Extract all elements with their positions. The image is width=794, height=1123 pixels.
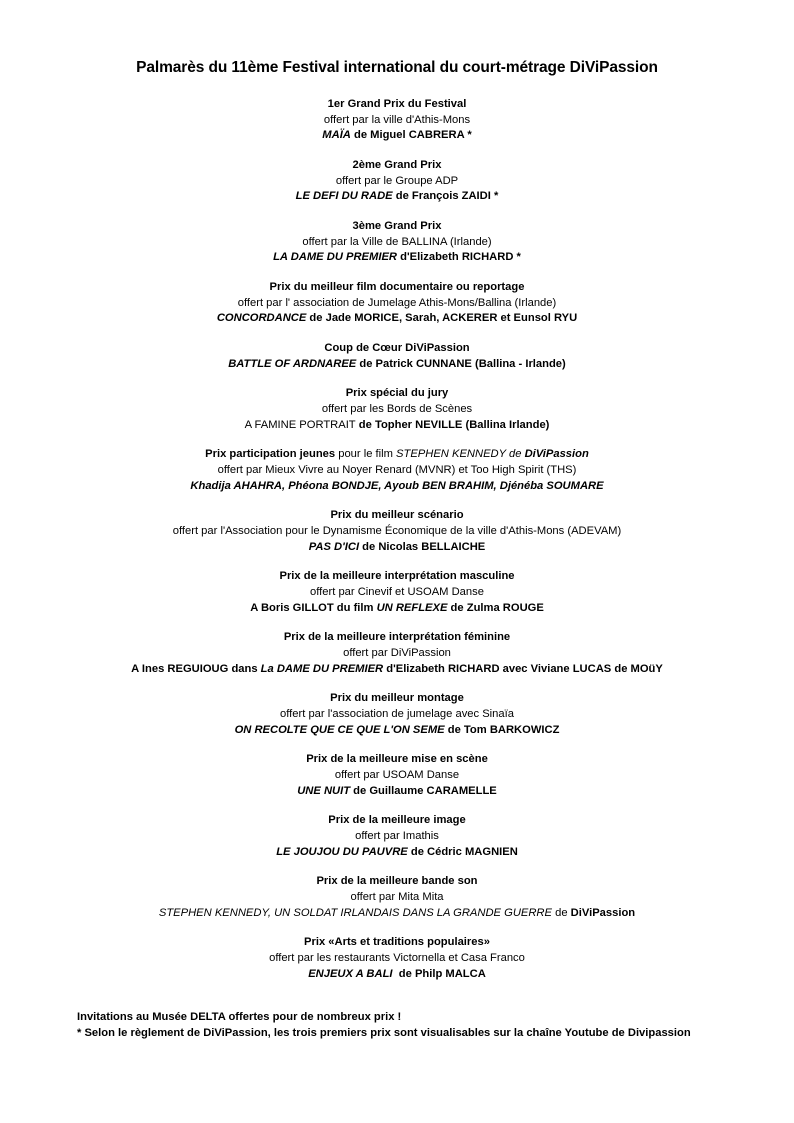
award-name-label: Prix participation jeunes <box>205 448 336 461</box>
director: Patrick CUNNANE (Ballina - Irlande) <box>375 357 566 370</box>
award-montage <box>20 691 774 738</box>
director: Tom BARKOWICZ <box>463 723 560 736</box>
award-grand-prix-2 <box>20 158 774 205</box>
film-title: LE DEFI DU RADE <box>295 190 393 203</box>
award-name: Prix «Arts et traditions populaires» <box>304 936 490 949</box>
award-sponsor: offert par le Groupe ADP <box>335 174 459 187</box>
award-name <box>20 447 774 463</box>
award-sponsor: offert par Cinevif et USOAM Danse <box>310 586 484 598</box>
film-title: MAÏA <box>322 129 351 142</box>
director: Guillaume CARAMELLE <box>369 784 497 797</box>
director: Topher NEVILLE (Ballina Irlande) <box>374 418 550 431</box>
film-title: UNE NUIT <box>297 784 351 797</box>
prefix: A Ines REGUIOUG dans <box>131 662 261 675</box>
footnote-mark: * <box>490 190 499 203</box>
award-name-middle: pour le film <box>335 448 397 461</box>
director: Zulma ROUGE <box>466 601 544 614</box>
connector: de <box>392 967 415 980</box>
award-winner <box>20 540 774 556</box>
prefix: A <box>250 601 261 614</box>
film-title: ON RECOLTE QUE CE QUE L'ON SEME <box>234 723 445 736</box>
connector: de <box>407 845 428 858</box>
award-name: Prix du meilleur film documentaire ou reportage <box>269 281 525 293</box>
award-sponsor: offert par l' association de Jumelage Athis-Mons/Ballina (Irlande) <box>237 296 557 309</box>
award-winner <box>20 967 774 983</box>
award-name: Prix du meilleur montage <box>330 692 464 705</box>
award-winner <box>20 250 774 266</box>
award-name: Prix de la meilleure interprétation féminine <box>283 631 511 644</box>
award-mise-en-scene <box>20 752 774 799</box>
award-grand-prix-1 <box>20 97 774 144</box>
director: Jade MORICE, Sarah, ACKERER et Eunsol RYU <box>325 312 578 325</box>
award-sponsor: offert par Mieux Vivre au Noyer Renard (MVNR) et Too High Spirit (THS) <box>217 464 577 476</box>
award-winner <box>20 311 774 327</box>
award-name: 3ème Grand Prix <box>352 220 442 232</box>
award-documentaire <box>20 280 774 327</box>
film-title: UN REFLEXE <box>376 601 448 614</box>
award-name: Prix spécial du jury <box>345 387 449 400</box>
award-participation-jeunes <box>20 447 774 494</box>
film-title: PAS D'ICI <box>308 540 360 553</box>
film-title: LE JOUJOU DU PAUVRE <box>276 845 408 858</box>
connector: de <box>359 540 379 553</box>
footer-footnote: * Selon le règlement de DiViPassion, les trois premiers prix sont visualisables sur la chaîne Youtube de Divipassion <box>77 1026 691 1039</box>
award-name: Coup de Cœur DiViPassion <box>324 342 470 354</box>
award-sponsor: offert par la Ville de BALLINA (Irlande) <box>302 235 492 248</box>
connector: du film <box>333 601 377 614</box>
award-winner <box>20 845 774 861</box>
award-sponsor: offert par les restaurants Victornella et Casa Franco <box>269 952 525 964</box>
award-winner <box>20 723 774 739</box>
director: Elizabeth RICHARD <box>409 251 514 264</box>
award-grand-prix-3 <box>20 219 774 266</box>
page-title: Palmarès du 11ème Festival international du court-métrage DiViPassion <box>136 59 658 76</box>
award-sponsor: offert par l'Association pour le Dynamisme Économique de la ville d'Athis-Mons (ADEVAM) <box>172 525 622 537</box>
director: François ZAIDI <box>411 190 491 203</box>
connector: d' <box>397 251 410 264</box>
director: Philp MALCA <box>414 967 486 980</box>
award-sponsor: offert par DiViPassion <box>343 647 451 659</box>
award-special-jury <box>20 386 774 433</box>
connector: de <box>356 357 376 370</box>
award-sponsor: offert par l'association de jumelage avec Sinaïa <box>280 708 514 720</box>
connector: de <box>505 448 525 461</box>
director: Nicolas BELLAICHE <box>378 540 486 553</box>
award-image <box>20 813 774 860</box>
award-name: Prix de la meilleure image <box>328 814 466 827</box>
director: Cédric MAGNIEN <box>427 845 518 858</box>
organization: DiViPassion <box>524 448 589 461</box>
film-title: ENJEUX A BALI <box>308 967 393 980</box>
connector: de <box>447 601 467 614</box>
award-interpretation-feminine <box>20 630 774 677</box>
award-name: 2ème Grand Prix <box>352 159 442 171</box>
connector: de <box>392 190 412 203</box>
award-name: Prix de la meilleure bande son <box>316 875 478 888</box>
film-title: A FAMINE PORTRAIT <box>244 418 356 431</box>
award-name: Prix du meilleur scénario <box>330 509 464 522</box>
award-bande-son <box>20 874 774 921</box>
award-sponsor: offert par Imathis <box>355 830 439 842</box>
award-winner <box>20 418 774 434</box>
rest: d'Elizabeth RICHARD avec Viviane LUCAS de MOüY <box>383 662 663 675</box>
award-winner <box>20 906 774 922</box>
film-title: LA DAME DU PREMIER <box>273 251 397 264</box>
award-coup-de-coeur <box>20 341 774 372</box>
award-sponsor: offert par la ville d'Athis-Mons <box>323 113 471 126</box>
awards-list <box>20 97 774 996</box>
connector: de <box>444 723 464 736</box>
award-name: 1er Grand Prix du Festival <box>327 98 467 110</box>
connector: de <box>306 312 326 325</box>
award-winner <box>20 601 774 617</box>
award-winner <box>20 662 774 678</box>
award-name: Prix de la meilleure interprétation masculine <box>279 570 515 583</box>
award-winner <box>20 784 774 800</box>
film-title: La DAME DU PREMIER <box>260 662 384 675</box>
footnote-mark: * <box>513 251 521 264</box>
director: Miguel CABRERA <box>370 129 465 142</box>
award-scenario <box>20 508 774 555</box>
award-arts-traditions <box>20 935 774 982</box>
award-name: Prix de la meilleure mise en scène <box>306 753 488 766</box>
footer-invitations: Invitations au Musée DELTA offertes pour de nombreux prix ! <box>77 1011 402 1023</box>
connector: de <box>355 418 375 431</box>
award-winner <box>20 357 774 373</box>
award-winner <box>20 189 774 205</box>
director: DiViPassion <box>570 906 636 919</box>
film-title: STEPHEN KENNEDY, UN SOLDAT IRLANDAIS DANS LA GRANDE GUERRE <box>158 906 552 919</box>
film-title: STEPHEN KENNEDY <box>396 448 506 461</box>
film-title: CONCORDANCE <box>216 312 307 325</box>
connector: de <box>350 784 370 797</box>
connector: de <box>551 906 571 919</box>
footer-notes <box>77 1010 777 1041</box>
footnote-mark: * <box>464 129 472 142</box>
award-sponsor: offert par Mita Mita <box>350 891 444 903</box>
award-winner <box>20 128 774 144</box>
award-sponsor: offert par les Bords de Scènes <box>321 403 473 415</box>
award-sponsor: offert par USOAM Danse <box>334 769 460 781</box>
award-interpretation-masculine <box>20 569 774 616</box>
connector: de <box>350 129 371 142</box>
film-title: BATTLE OF ARDNAREE <box>228 357 357 370</box>
award-winners: Khadija AHAHRA, Phéona BONDJE, Ayoub BEN BRAHIM, Djénéba SOUMARE <box>190 479 604 492</box>
actor: Boris GILLOT <box>260 601 334 614</box>
